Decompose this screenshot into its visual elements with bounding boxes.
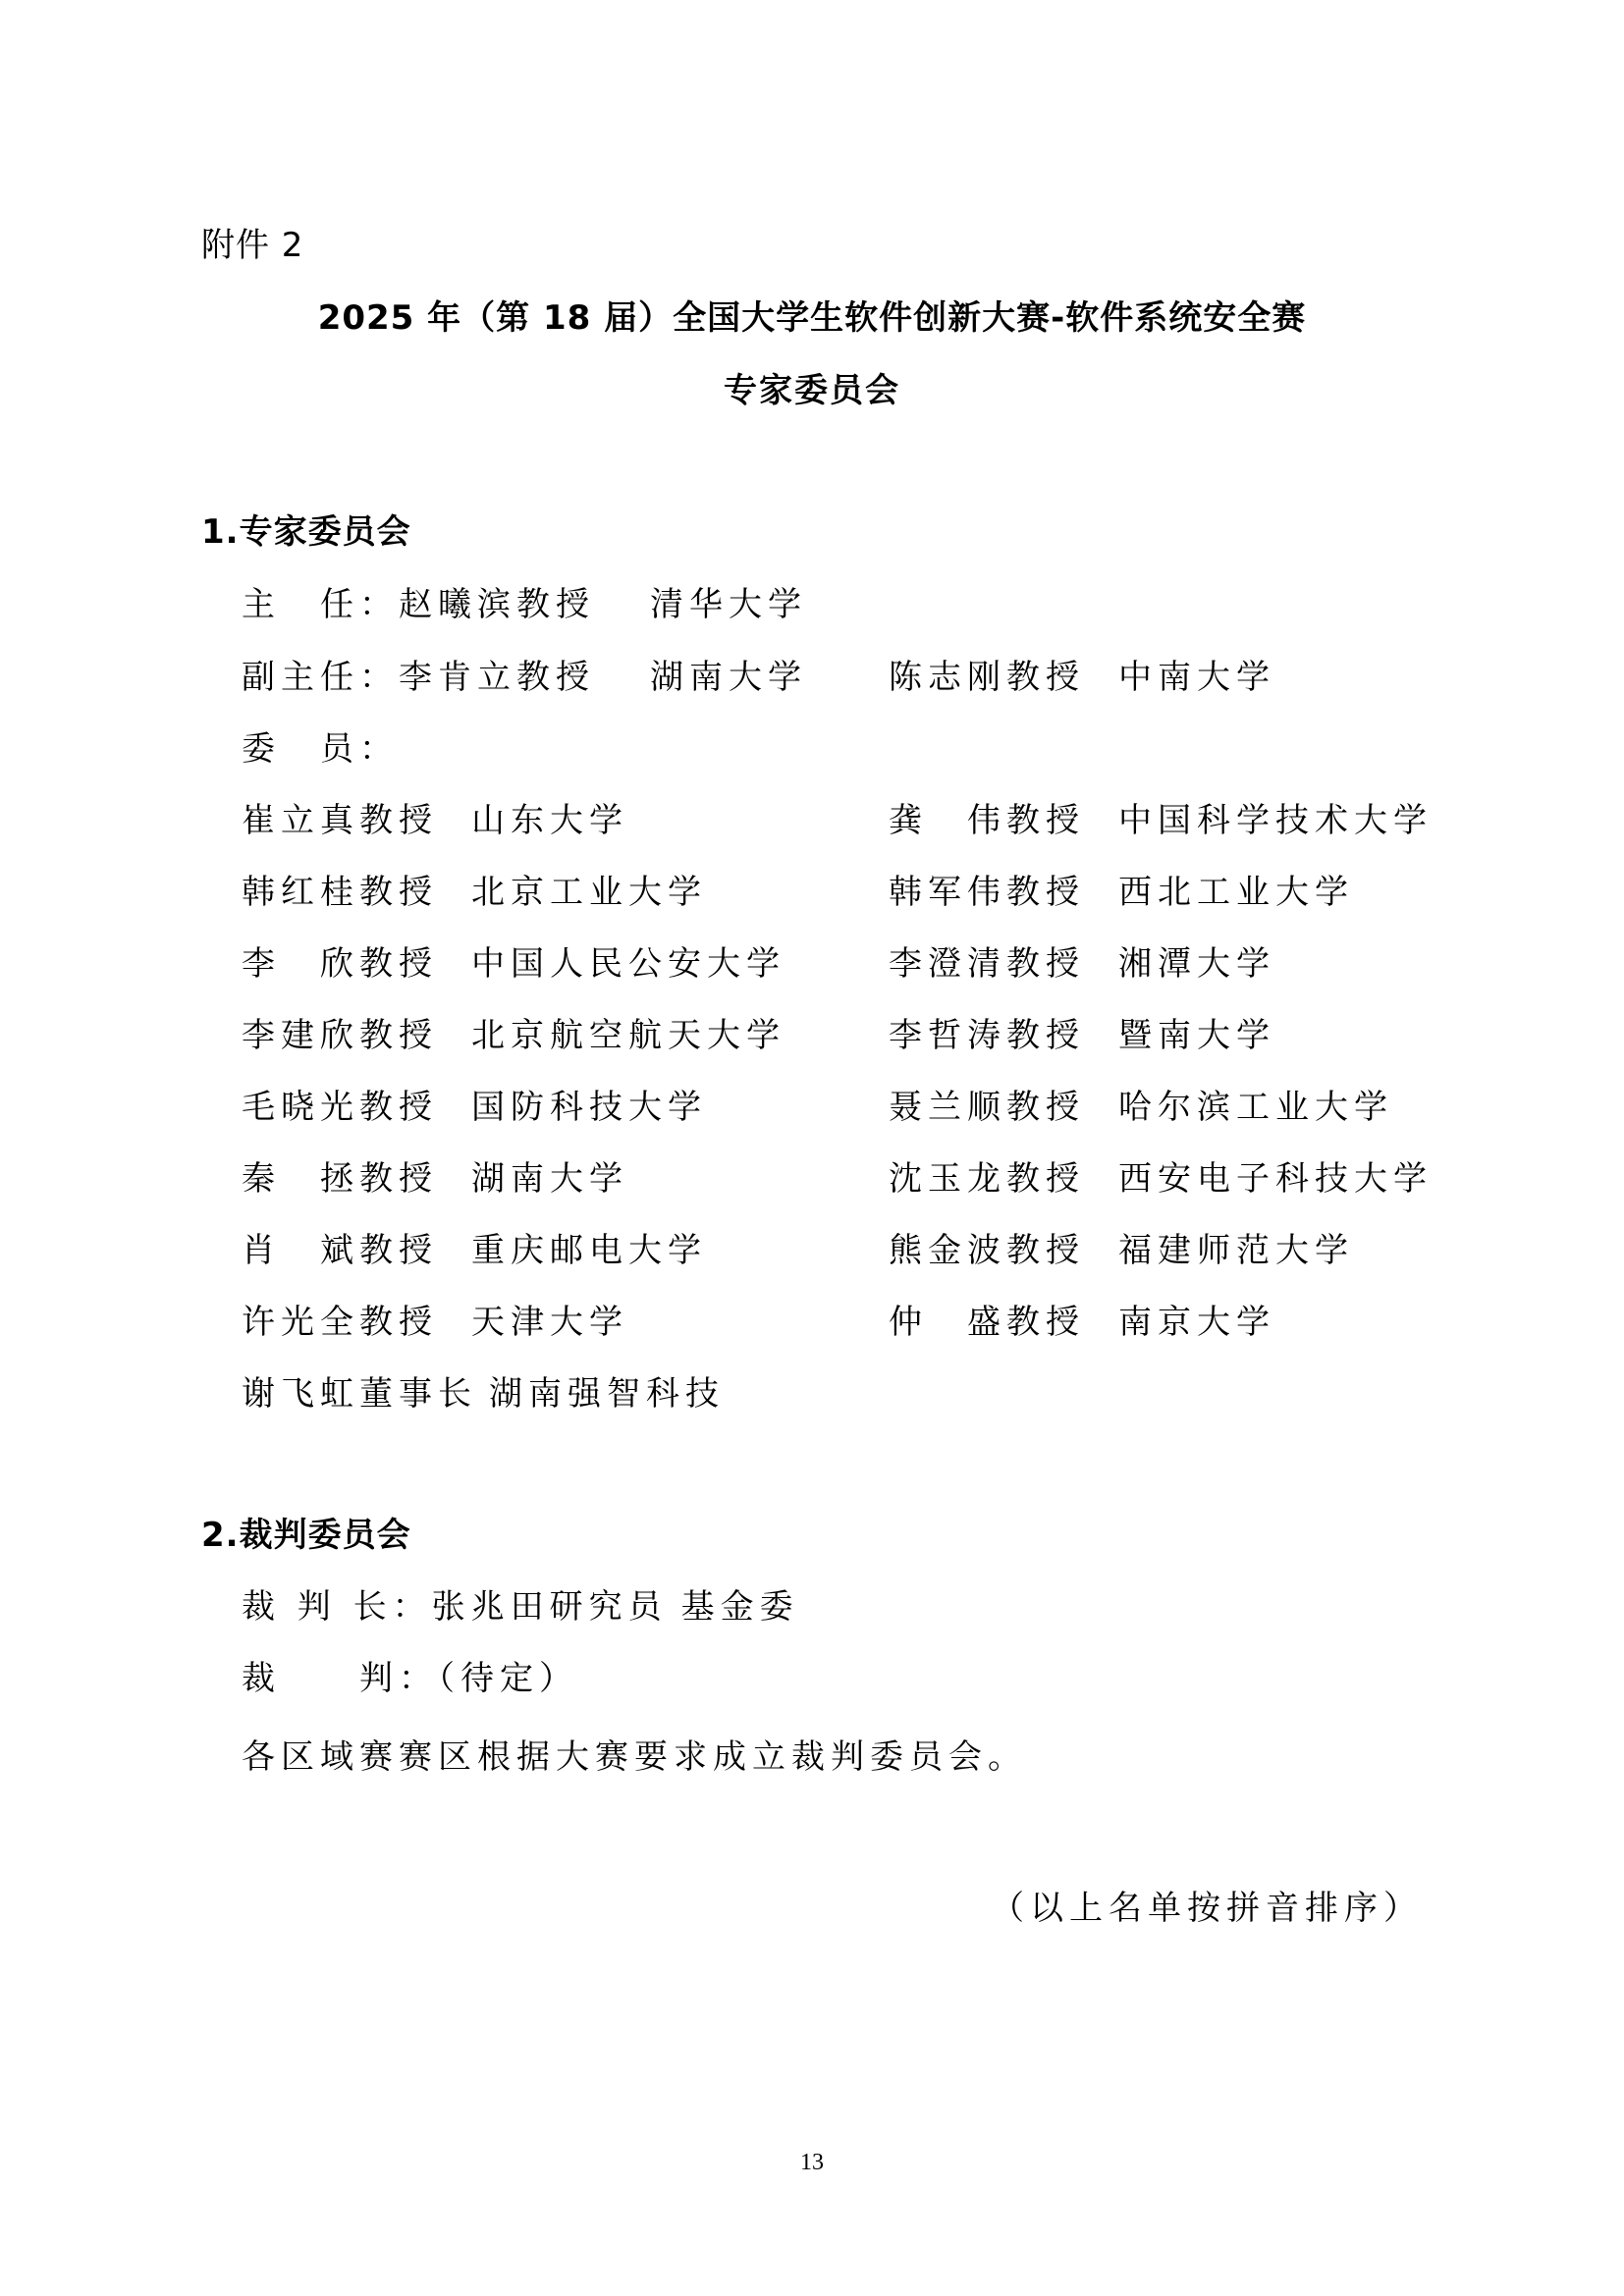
sort-note: （以上名单按拼音排序）	[991, 1889, 1423, 1928]
document-subtitle: 专家委员会	[724, 371, 900, 410]
page-number: 13	[800, 2150, 824, 2175]
member-left: 毛晓光教授 国防科技大学	[242, 1088, 707, 1127]
judges-value: （待定）	[438, 1659, 578, 1698]
member-left: 韩红桂教授 北京工业大学	[242, 873, 707, 912]
member-left: 谢飞虹董事长 湖南强智科技	[242, 1374, 725, 1414]
deputy-name-2: 陈志刚教授	[889, 658, 1085, 697]
member-right: 龚 伟教授 中国科学技术大学	[889, 801, 1433, 840]
chief-judge-row	[242, 1579, 799, 1628]
director-org: 清华大学	[650, 585, 807, 624]
deputy-row-2	[889, 650, 1275, 698]
members-label: 委 员：	[242, 729, 399, 769]
judges-row	[242, 1651, 578, 1699]
director-label: 主 任：	[242, 585, 399, 624]
chief-judge-org: 基金委	[680, 1587, 799, 1627]
section1-heading: 1.专家委员会	[201, 512, 411, 552]
deputy-name: 李肯立教授	[399, 658, 595, 697]
director-row	[242, 577, 807, 625]
deputy-org-2: 中南大学	[1118, 658, 1275, 697]
member-left: 肖 斌教授 重庆邮电大学	[242, 1231, 707, 1270]
chief-judge-label: 裁 判 长：	[242, 1587, 432, 1627]
deputy-row	[242, 650, 807, 698]
section2-heading: 2.裁判委员会	[201, 1516, 411, 1555]
member-right: 李哲涛教授 暨南大学	[889, 1016, 1275, 1055]
deputy-org: 湖南大学	[650, 658, 807, 697]
member-right: 聂兰顺教授 哈尔滨工业大学	[889, 1088, 1393, 1127]
member-left: 秦 拯教授 湖南大学	[242, 1159, 628, 1199]
director-name: 赵曦滨教授	[399, 585, 595, 624]
member-right: 仲 盛教授 南京大学	[889, 1303, 1275, 1342]
member-left: 李建欣教授 北京航空航天大学	[242, 1016, 785, 1055]
member-right: 沈玉龙教授 西安电子科技大学	[889, 1159, 1433, 1199]
chief-judge-name: 张兆田研究员	[431, 1587, 668, 1627]
member-left: 崔立真教授 山东大学	[242, 801, 628, 840]
deputy-label: 副主任：	[242, 658, 399, 697]
member-right: 李澄清教授 湘潭大学	[889, 944, 1275, 984]
judges-label: 裁 判：	[242, 1659, 438, 1698]
member-left: 许光全教授 天津大学	[242, 1303, 628, 1342]
document-title: 2025 年（第 18 届）全国大学生软件创新大赛-软件系统安全赛	[317, 298, 1307, 338]
section2-note: 各区域赛赛区根据大赛要求成立裁判委员会。	[242, 1737, 1027, 1777]
attachment-label: 附件 2	[201, 226, 304, 265]
member-right: 熊金波教授 福建师范大学	[889, 1231, 1354, 1270]
member-left: 李 欣教授 中国人民公安大学	[242, 944, 785, 984]
member-right: 韩军伟教授 西北工业大学	[889, 873, 1354, 912]
